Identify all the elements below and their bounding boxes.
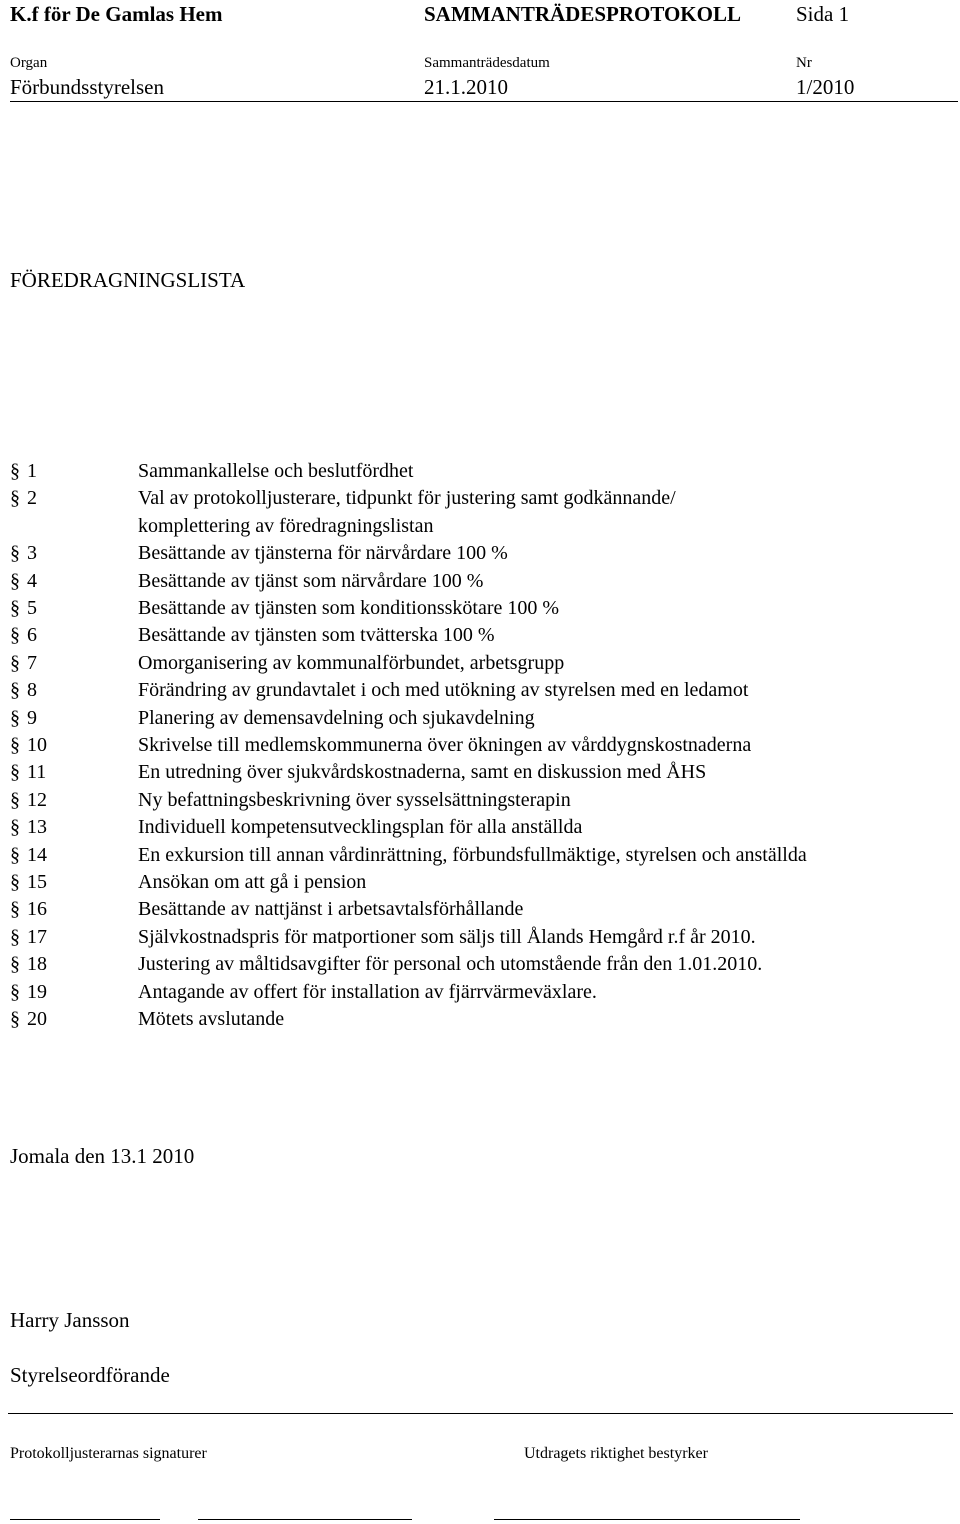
place-date: Jomala den 13.1 2010 [10,1144,195,1168]
agenda-item-text: Sammankallelse och beslutfördhet [138,460,414,482]
agenda-item-number: 20 [27,1008,47,1030]
agenda-item-text: Ny befattningsbeskrivning över sysselsättningsterapin [138,788,571,811]
footer-right-label: Utdragets riktighet bestyrker [524,1445,708,1462]
section-symbol: § [10,487,20,510]
agenda-item-number: 3 [27,542,37,565]
page-number: Sida 1 [796,2,850,26]
footer-divider [8,1413,953,1414]
organ-value: Förbundsstyrelsen [10,75,164,99]
section-symbol: § [10,679,20,702]
signer-title: Styrelseordförande [10,1363,170,1387]
section-symbol: § [10,542,20,565]
page-title: FÖREDRAGNINGSLISTA [10,268,246,292]
agenda-item-text: Planering av demensavdelning och sjukavdelning [138,706,535,729]
agenda-item-number: 10 [27,734,47,756]
agenda-item-text: Individuell kompetensutvecklingsplan för alla anställda [138,816,583,839]
section-symbol: § [10,843,20,866]
agenda-item-number: 16 [27,898,47,921]
section-symbol: § [10,1008,20,1030]
section-symbol: § [10,651,20,674]
agenda-item-number: 9 [27,706,37,729]
agenda-item-text: Justering av måltidsavgifter för personal och utomstående från den 1.01.2010. [138,953,763,976]
agenda-item-text: Besättande av nattjänst i arbetsavtalsförhållande [138,898,524,921]
agenda-item-text: En utredning över sjukvårdskostnaderna, samt en diskussion med ÅHS [138,761,707,784]
agenda-item-number: 4 [27,569,37,592]
signature-line-2 [198,1519,412,1520]
agenda-item-number: 6 [27,624,37,647]
section-symbol: § [10,871,20,893]
signature-line-3 [494,1519,800,1520]
agenda-item-text: Självkostnadspris för matportioner som säljs till Ålands Hemgård r.f år 2010. [138,925,756,948]
agenda-item-text: Förändring av grundavtalet i och med utökning av styrelsen med en ledamot [138,679,749,702]
section-symbol: § [10,925,20,948]
section-symbol: § [10,460,20,482]
agenda-item-number: 2 [27,487,37,510]
agenda-item-text: Skrivelse till medlemskommunerna över ökningen av vårddygnskostnaderna [138,734,752,756]
agenda-item-number: 11 [27,761,47,784]
signature-line-1 [10,1519,160,1520]
agenda-item-text: Ansökan om att gå i pension [138,871,367,893]
document-type: SAMMANTRÄDESPROTOKOLL [424,2,741,26]
section-symbol: § [10,706,20,729]
signer-name: Harry Jansson [10,1308,130,1332]
meeting-date-value: 21.1.2010 [424,75,508,99]
agenda-item-text: Besättande av tjänst som närvårdare 100 % [138,569,484,592]
agenda-item-text: Omorganisering av kommunalförbundet, arbetsgrupp [138,651,565,674]
section-symbol: § [10,597,20,619]
section-symbol: § [10,788,20,811]
agenda-item-number: 18 [27,953,47,976]
agenda-item-number: 17 [27,925,47,948]
agenda-item-text: Besättande av tjänsten som tvätterska 100 % [138,624,495,647]
organ-label: Organ [10,55,48,71]
section-symbol: § [10,980,20,1003]
section-symbol: § [10,953,20,976]
agenda-item-number: 14 [27,843,47,866]
organization-name: K.f för De Gamlas Hem [10,2,223,26]
agenda-item-number: 19 [27,980,47,1003]
agenda-item-text: Besättande av tjänsterna för närvårdare 100 % [138,542,508,565]
number-value: 1/2010 [796,75,855,99]
agenda-item-number: 1 [27,460,37,482]
section-symbol: § [10,734,20,756]
agenda-item-text: Val av protokolljusterare, tidpunkt för justering samt godkännande/ [138,487,676,510]
agenda-item-text: Antagande av offert för installation av fjärrvärmeväxlare. [138,980,597,1003]
section-symbol: § [10,761,20,784]
agenda-item-number: 15 [27,871,47,893]
agenda-item-number: 13 [27,816,47,839]
section-symbol: § [10,816,20,839]
agenda-item-text: Mötets avslutande [138,1008,285,1030]
number-label: Nr [796,55,812,71]
footer-left-label: Protokolljusterarnas signaturer [10,1445,207,1462]
agenda-item-text: En exkursion till annan vårdinrättning, förbundsfullmäktige, styrelsen och anställda [138,843,807,866]
agenda-item-number: 7 [27,651,37,674]
agenda-item-text: komplettering av föredragningslistan [138,514,434,537]
section-symbol: § [10,569,20,592]
agenda-item-number: 5 [27,597,37,619]
section-symbol: § [10,624,20,647]
meeting-date-label: Sammanträdesdatum [424,55,550,71]
section-symbol: § [10,898,20,921]
agenda-item-text: Besättande av tjänsten som konditionsskötare 100 % [138,597,560,619]
agenda-item-number: 8 [27,679,37,702]
agenda-item-number: 12 [27,788,47,811]
